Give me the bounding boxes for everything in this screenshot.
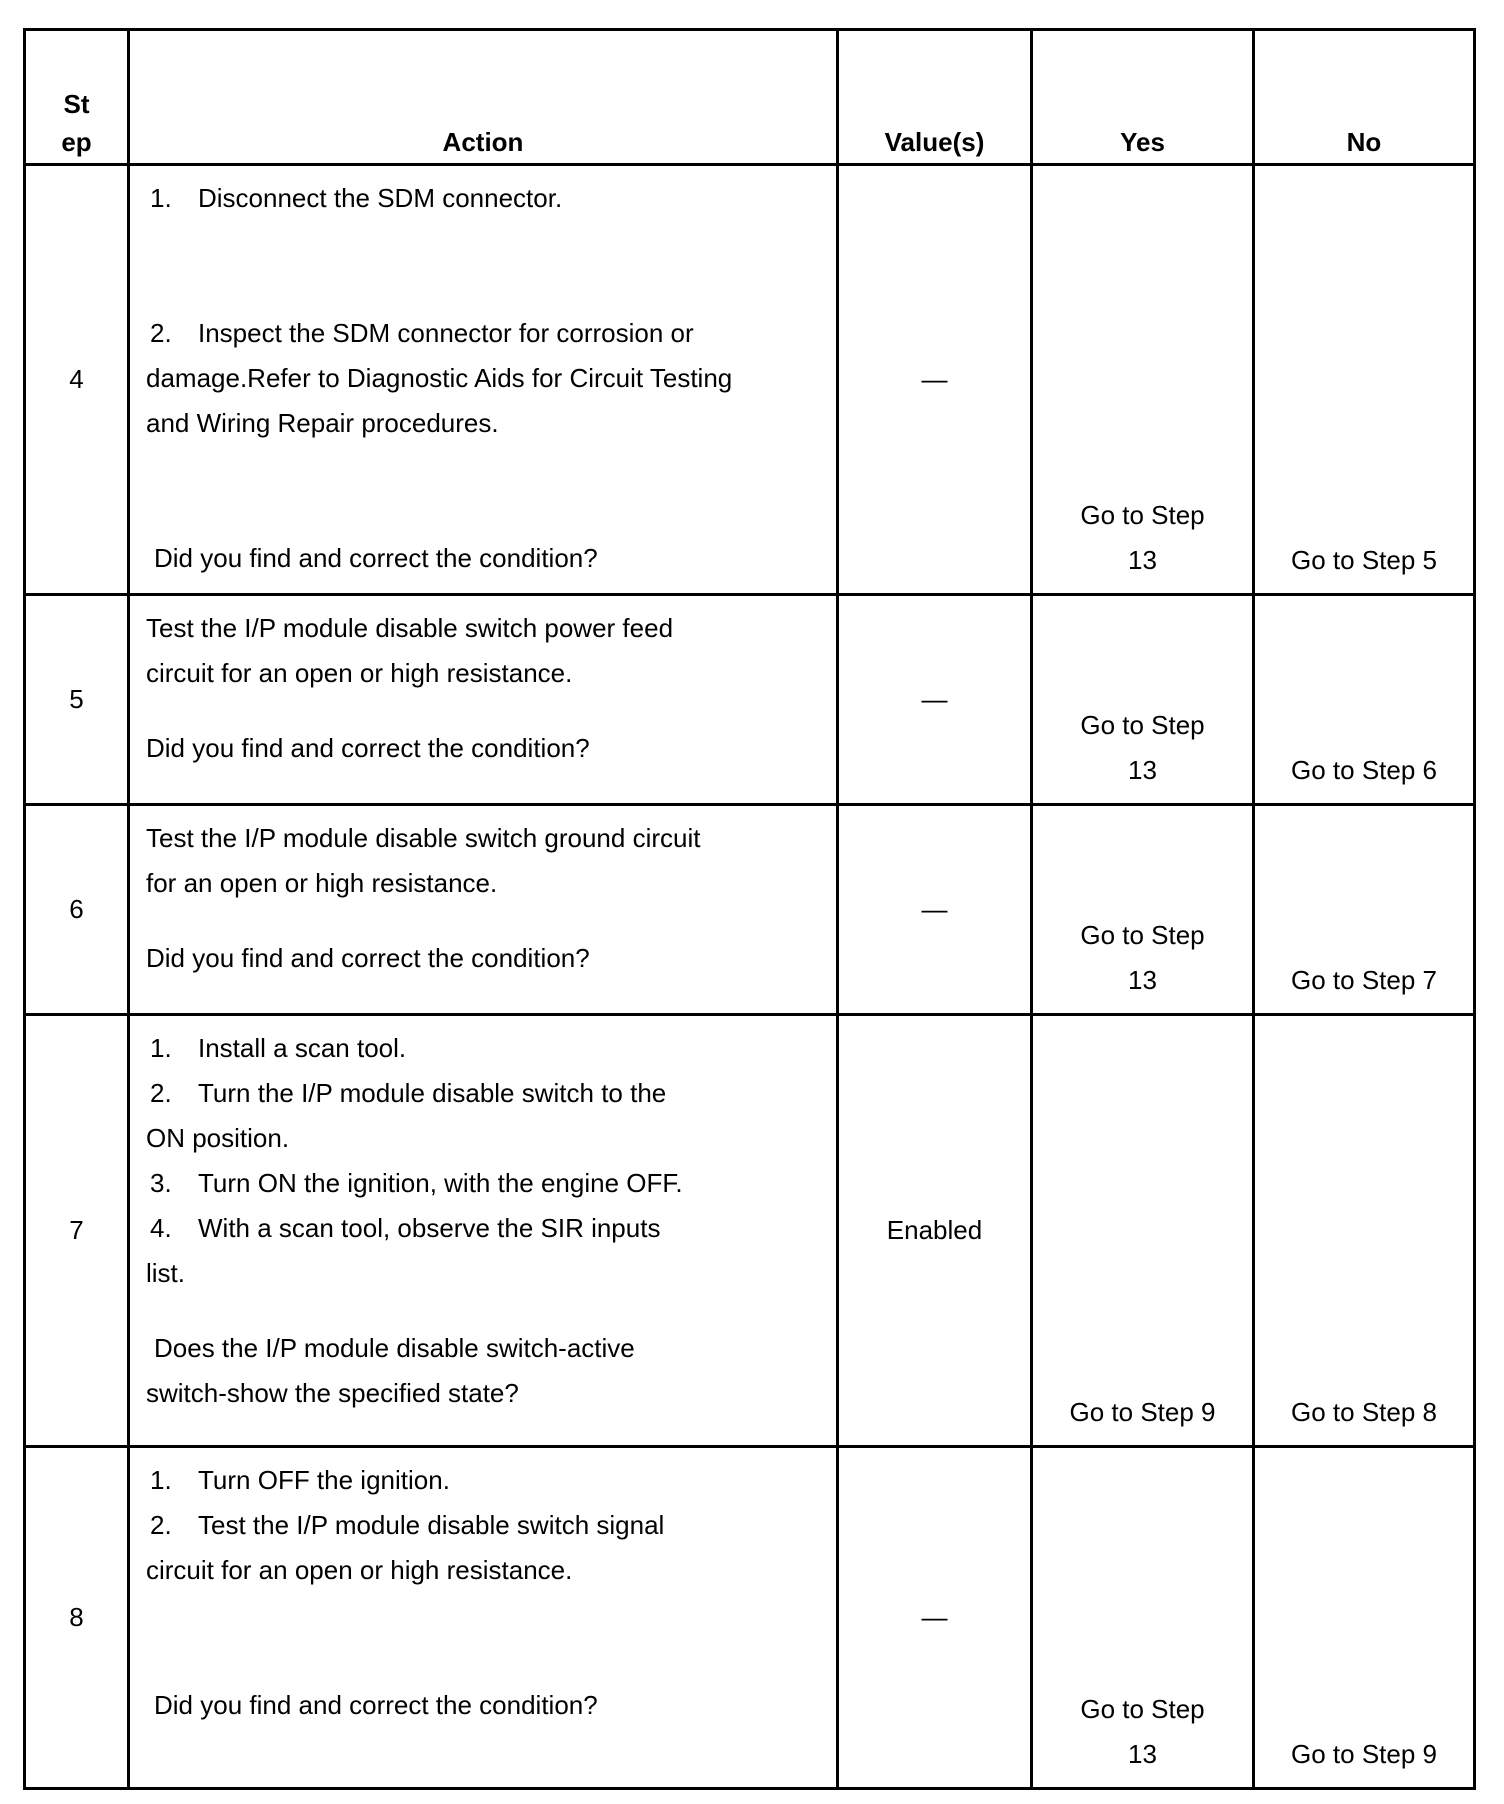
header-values: Value(s)	[838, 30, 1032, 165]
no-cell: Go to Step 6	[1254, 595, 1475, 805]
action-item: 1. Disconnect the SDM connector.	[150, 183, 563, 213]
step-number: 4	[25, 165, 129, 595]
value-cell: Enabled	[838, 1015, 1032, 1447]
diagnostic-table	[23, 28, 1476, 1790]
value-cell: —	[838, 165, 1032, 595]
header-yes: Yes	[1032, 30, 1254, 165]
header-no: No	[1254, 30, 1475, 165]
no-cell: Go to Step 9	[1254, 1447, 1475, 1789]
no-cell: Go to Step 8	[1254, 1015, 1475, 1447]
step-number: 6	[25, 805, 129, 1015]
value-cell: —	[838, 805, 1032, 1015]
action-question: Did you find and correct the condition?	[154, 1690, 598, 1720]
yes-cell: Go to Step 13	[1032, 1447, 1254, 1789]
table-row-step-4	[25, 165, 1475, 595]
action-question: Did you find and correct the condition?	[146, 733, 590, 763]
action-cell: Test the I/P module disable switch ground circuit for an open or high resistance. Did you find and correct the condition?	[129, 805, 838, 1015]
action-item: 4. With a scan tool, observe the SIR inputs	[150, 1213, 661, 1243]
no-cell: Go to Step 5	[1254, 165, 1475, 595]
action-cell: 1. Turn OFF the ignition. 2. Test the I/P module disable switch signal circuit for an open or high resistance. Did you find and correct the condition?	[129, 1447, 838, 1789]
table-row-step-8	[25, 1447, 1475, 1789]
step-number: 8	[25, 1447, 129, 1789]
value-cell: —	[838, 595, 1032, 805]
header-row	[25, 30, 1475, 165]
action-cell: 1. Disconnect the SDM connector. 2. Inspect the SDM connector for corrosion or damage.Refer to Diagnostic Aids for Circuit Testing and Wiring Repair procedures. Did you find and correct the condition?	[129, 165, 838, 595]
action-question: Does the I/P module disable switch-active	[154, 1333, 635, 1363]
header-step: St ep	[25, 30, 129, 165]
no-cell: Go to Step 7	[1254, 805, 1475, 1015]
action-item: 2. Inspect the SDM connector for corrosion or	[150, 318, 694, 348]
table-row-step-6	[25, 805, 1475, 1015]
yes-cell: Go to Step 13	[1032, 595, 1254, 805]
action-item: 2. Test the I/P module disable switch signal	[150, 1510, 665, 1540]
yes-cell: Go to Step 13	[1032, 805, 1254, 1015]
action-question: Did you find and correct the condition?	[146, 943, 590, 973]
action-cell: Test the I/P module disable switch power feed circuit for an open or high resistance. Did you find and correct the condition?	[129, 595, 838, 805]
table-row-step-5	[25, 595, 1475, 805]
step-number: 5	[25, 595, 129, 805]
yes-cell: Go to Step 9	[1032, 1015, 1254, 1447]
action-item: 3. Turn ON the ignition, with the engine OFF.	[150, 1168, 683, 1198]
action-question: Did you find and correct the condition?	[154, 543, 598, 573]
action-item: 2. Turn the I/P module disable switch to the	[150, 1078, 667, 1108]
header-action: Action	[129, 30, 838, 165]
action-item: 1. Turn OFF the ignition.	[150, 1465, 450, 1495]
action-cell: 1. Install a scan tool. 2. Turn the I/P module disable switch to the ON position. 3. Turn ON the ignition, with the engine OFF. 4. With a scan tool, observe the SIR inputs list. Does the I/P module disable switch-active switch-show the specified state?	[129, 1015, 838, 1447]
action-item: 1. Install a scan tool.	[150, 1033, 407, 1063]
value-cell: —	[838, 1447, 1032, 1789]
step-number: 7	[25, 1015, 129, 1447]
yes-cell: Go to Step 13	[1032, 165, 1254, 595]
table-row-step-7	[25, 1015, 1475, 1447]
